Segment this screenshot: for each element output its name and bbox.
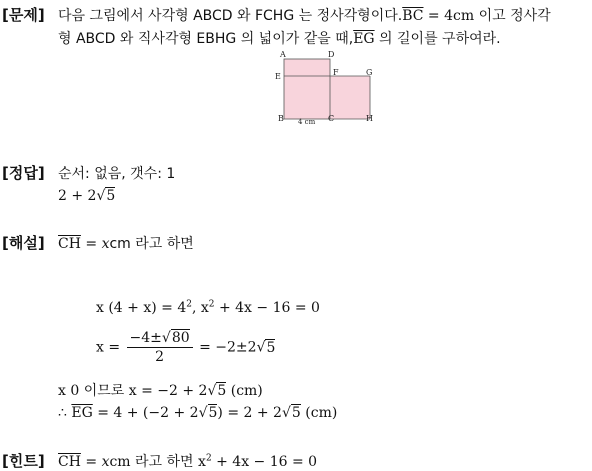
segment-eg: $\overline{EG}$ bbox=[353, 31, 375, 47]
equation-1: x $(4 + x) = 4^2$, $x^2 + 4x - 16 = 0$ bbox=[96, 299, 320, 316]
answer-value: 2 + 2√5 bbox=[58, 188, 116, 204]
solution-line-3: x 0 이므로 x = −2 + 2√5 (cm) bbox=[58, 383, 263, 399]
label-d: D bbox=[328, 50, 335, 59]
solution-line-4: ∴ $\overline{EG} = 4 + (-2 + 2√5) = 2 + 2√5$ (cm) bbox=[58, 405, 338, 421]
problem-line-1: 다음 그림에서 사각형 ABCD 와 FCHG 는 정사각형이다$.\overline{BC} = 4cm$ 이고 정사각 bbox=[58, 8, 551, 24]
label-e: E bbox=[275, 72, 281, 81]
segment-bc: $\overline{BC}$ bbox=[402, 8, 424, 24]
square-abcd-fill bbox=[284, 59, 330, 119]
problem-line-2: 형 ABCD 와 직사각형 EBHG 의 넓이가 같을 때$,\overline{EG}$ 의 길이를 구하여라. bbox=[58, 31, 501, 47]
answer-tag: [정답] bbox=[2, 164, 45, 182]
label-g: G bbox=[366, 68, 373, 77]
label-c: C bbox=[328, 114, 335, 123]
equation-2: x = $\frac{-4\pm√80}{2}$ = −2±2√5 bbox=[96, 330, 276, 365]
label-h: H bbox=[366, 114, 373, 123]
label-f: F bbox=[333, 68, 339, 77]
hint-text: $\overline{CH}$ = xcm 라고 하면 $x^2 + 4x - 16 = 0$ bbox=[58, 453, 318, 470]
label-a: A bbox=[280, 50, 286, 59]
square-fchg-fill bbox=[330, 76, 370, 119]
hint-tag: [힌트] bbox=[2, 452, 45, 470]
solution-tag: [해설] bbox=[2, 234, 45, 252]
quadratic-fraction: $\frac{-4\pm√80}{2}$ bbox=[127, 330, 193, 365]
length-label: 4 cm bbox=[298, 118, 316, 126]
geometry-figure bbox=[272, 50, 382, 126]
answer-order: 순서: 없음, 갯수: 1 bbox=[58, 166, 176, 182]
solution-intro: $\overline{CH}$ = xcm 라고 하면 bbox=[58, 236, 194, 252]
label-b: B bbox=[278, 114, 284, 123]
problem-tag: [문제] bbox=[2, 6, 45, 24]
